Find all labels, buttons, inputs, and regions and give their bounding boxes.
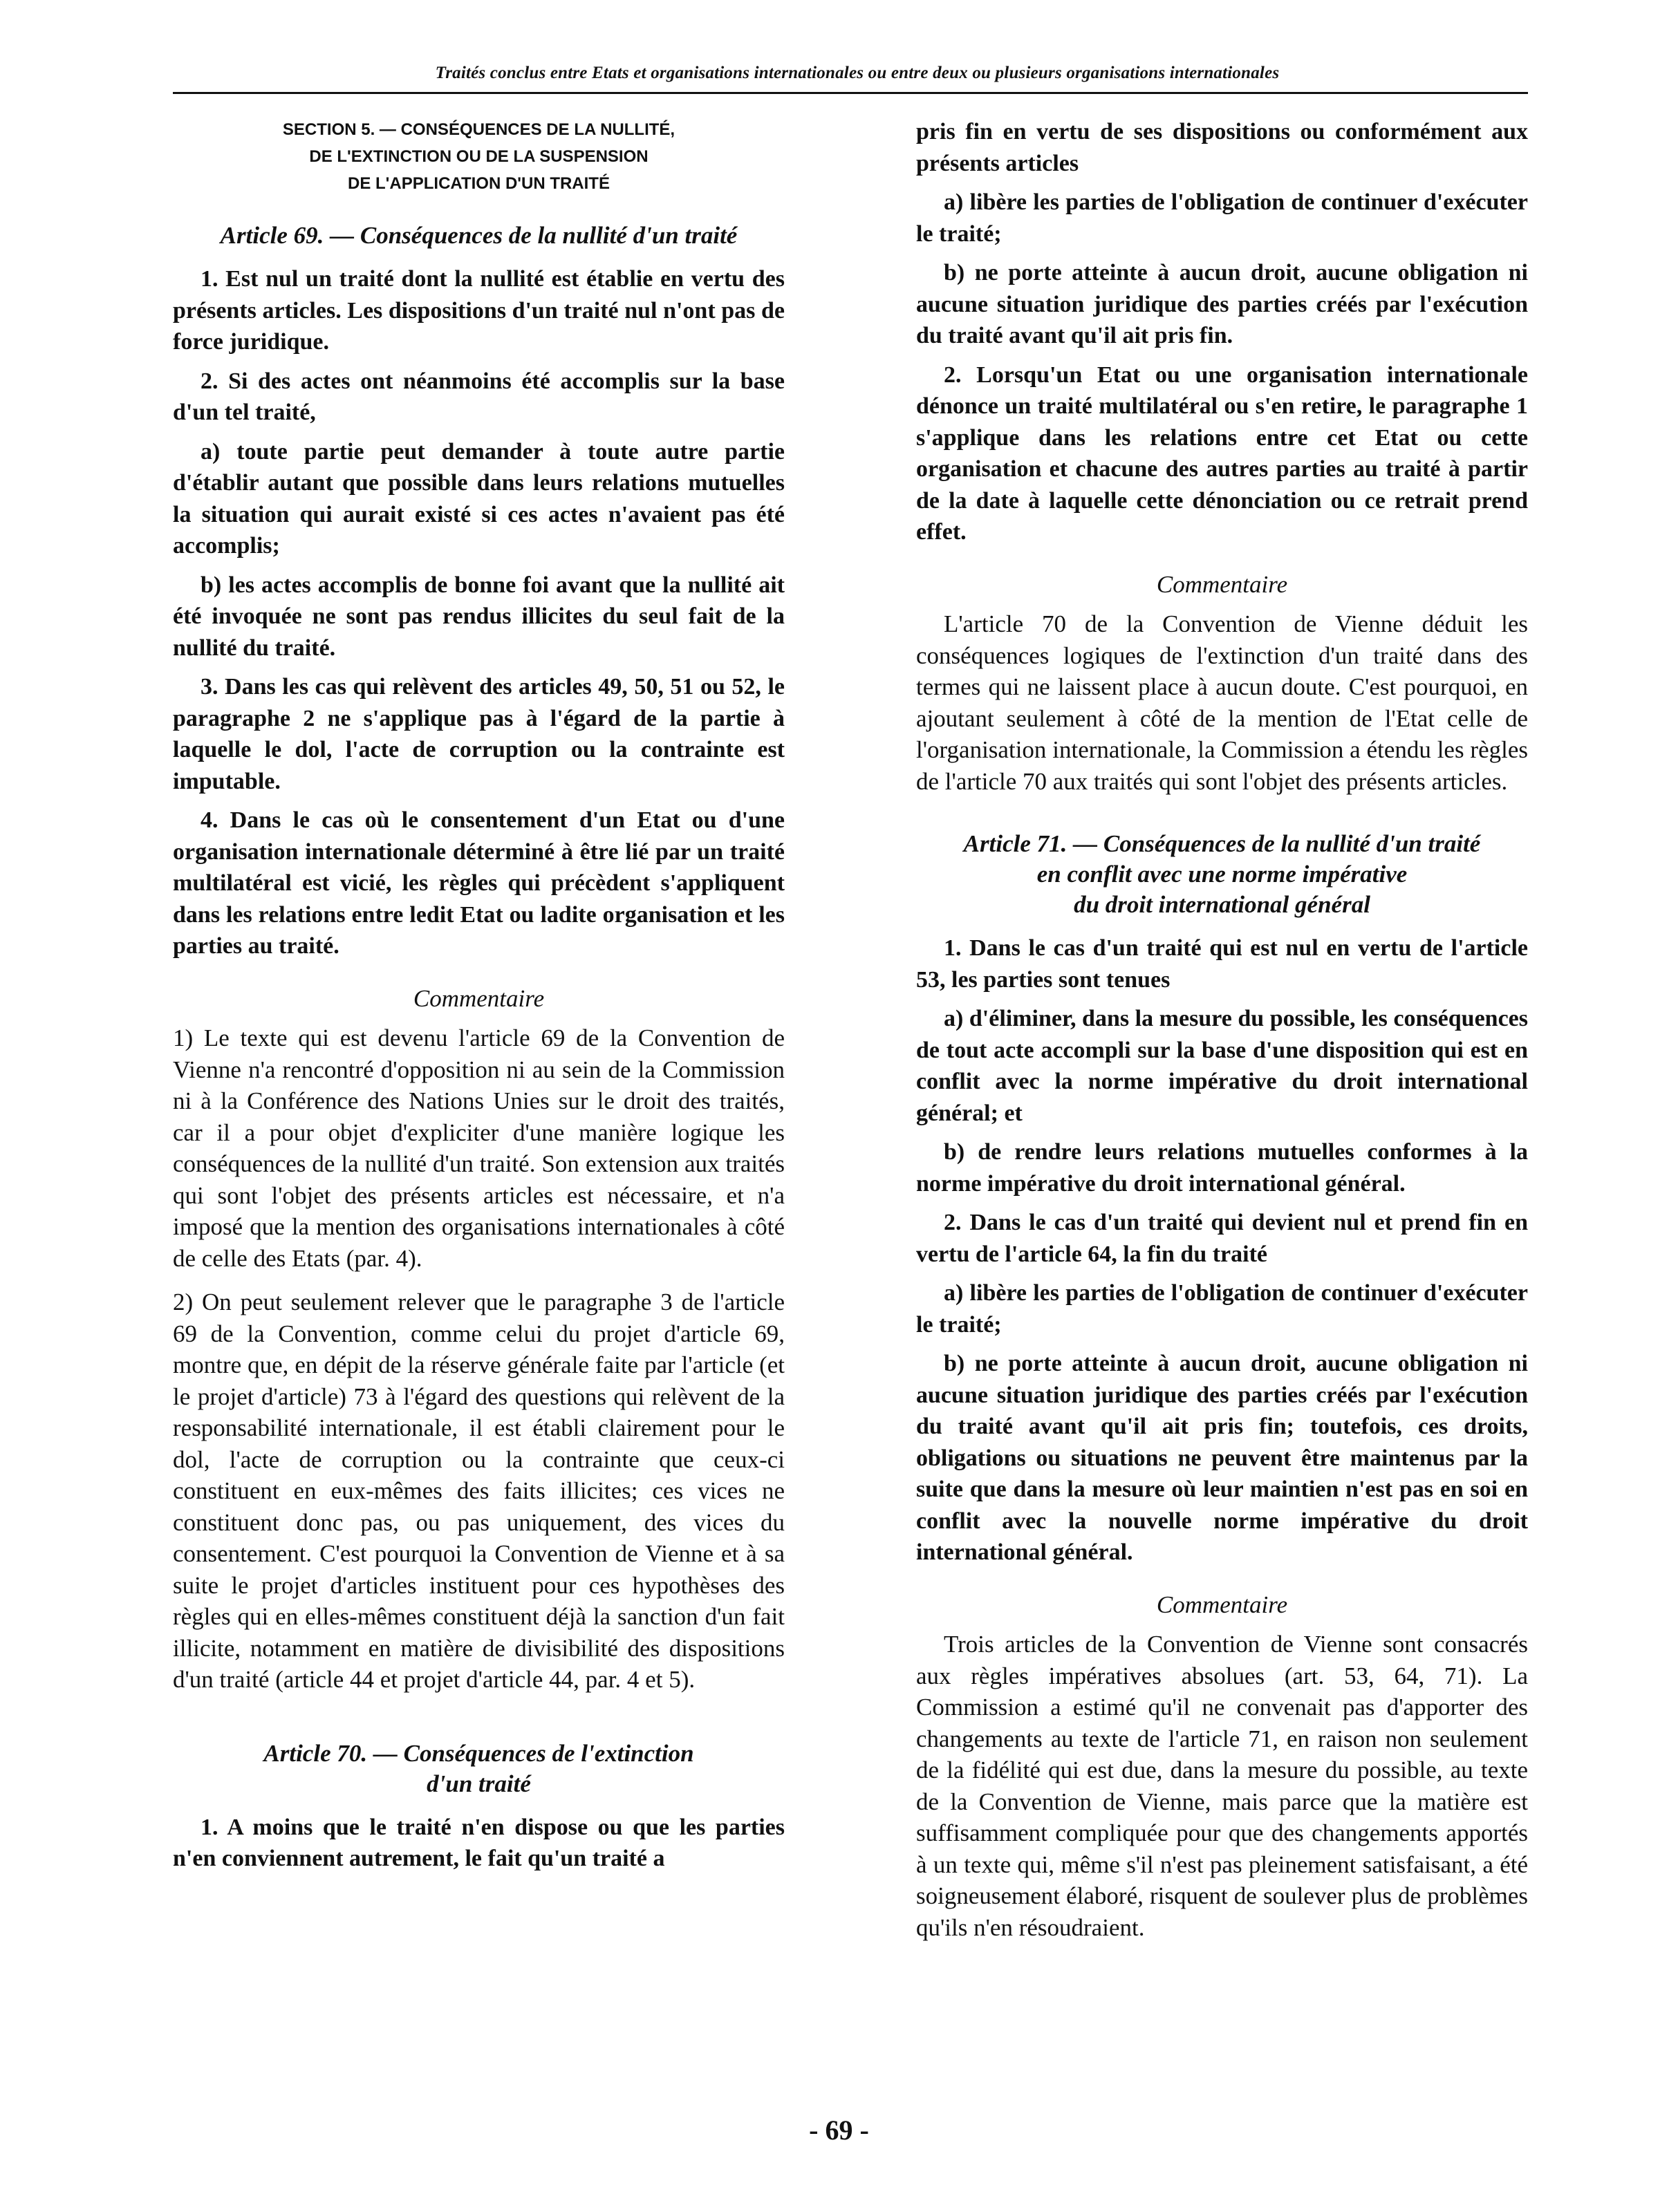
article-paragraph: b) ne porte atteinte à aucun droit, aucune obligation ni aucune situation juridique des parties créés par l'exécution du traité avant qu'il ait pris fin; toutefois, ces droits, obligations ou situations ne peuvent être maintenus par la suite que dans la mesure où leur maintien n'est pas en soi en conflit avec la nouvelle norme impérative du droit international général. bbox=[916, 1351, 1528, 1565]
article-paragraph: a) toute partie peut demander à toute autre partie d'établir autant que possible dans leurs relations mutuelles la situation qui aurait existé si ces actes n'avaient pas été accomplis; bbox=[173, 438, 785, 559]
running-header: Traités conclus entre Etats et organisations internationales ou entre deux ou plusieurs organisations internationales bbox=[435, 64, 1280, 82]
commentary-heading: Commentaire bbox=[1156, 1591, 1288, 1618]
article-paragraph: a) libère les parties de l'obligation de continuer d'exécuter le traité; bbox=[916, 1280, 1528, 1338]
article-71-title bbox=[916, 829, 1528, 920]
article-paragraph: 2. Dans le cas d'un traité qui devient nul et prend fin en vertu de l'article 64, la fin du traité bbox=[916, 1210, 1528, 1267]
commentary-paragraph: 1) Le texte qui est devenu l'article 69 de la Convention de Vienne n'a rencontré d'opposition ni au sein de la Commission ni à la Conférence des Nations Unies sur le droit des traités, car il a pour objet d'expliciter d'une manière logique les conséquences de la nullité d'un traité. Son extension aux traités qui sont l'objet des présents articles est nécessaire, et n'a imposé que la mention des organisations internationales à côté de celle des Etats (par. 4). bbox=[173, 1024, 785, 1272]
commentary-heading: Commentaire bbox=[413, 984, 545, 1012]
article-paragraph: 2. Si des actes ont néanmoins été accomplis sur la base d'un tel traité, bbox=[173, 368, 785, 425]
article-paragraph: 1. Est nul un traité dont la nullité est établie en vertu des présents articles. Les dispositions d'un traité nul n'ont pas de force juridique. bbox=[173, 266, 785, 355]
header-rule bbox=[173, 92, 1528, 94]
section-heading bbox=[173, 116, 785, 197]
article-paragraph: 3. Dans les cas qui relèvent des articles 49, 50, 51 ou 52, le paragraphe 2 ne s'applique pas à l'égard de la partie à laquelle le dol, l'acte de corruption ou la contrainte est imputable. bbox=[173, 674, 785, 794]
article-paragraph: b) de rendre leurs relations mutuelles conformes à la norme impérative du droit international général. bbox=[916, 1139, 1528, 1197]
commentary-paragraph: Trois articles de la Convention de Vienne sont consacrés aux règles impératives absolues (art. 53, 64, 71). La Commission a estimé qu'il ne convenait pas d'apporter des changements au texte de l'article 71, en raison non seulement de la fidélité qui est due, dans la mesure du possible, au texte de la Convention de Vienne, mais parce que la matière est suffisamment compliquée pour que des changements apportés à un texte qui, même s'il n'est pas pleinement satisfaisant, a été soigneusement élaboré, risquent de soulever plus de problèmes qu'ils n'en résoudraient. bbox=[916, 1631, 1528, 1941]
section-heading-line: DE L'EXTINCTION OU DE LA SUSPENSION bbox=[309, 147, 649, 166]
article-paragraph: a) libère les parties de l'obligation de continuer d'exécuter le traité; bbox=[916, 189, 1528, 247]
article-70-title-line: d'un traité bbox=[427, 1770, 531, 1797]
article-69-title: Article 69. — Conséquences de la nullité d'un traité bbox=[220, 222, 738, 249]
commentary-paragraph: L'article 70 de la Convention de Vienne déduit les conséquences logiques de l'extinction d'un traité dans des termes qui ne laissent place à aucun doute. C'est pourquoi, en ajoutant seulement à côté de la mention de l'Etat celle de l'organisation internationale, la Commission a étendu les règles de l'article 70 aux traités qui sont l'objet des présents articles. bbox=[916, 610, 1528, 795]
article-paragraph: b) les actes accomplis de bonne foi avant que la nullité ait été invoquée ne sont pas rendus illicites du seul fait de la nullité du traité. bbox=[173, 572, 785, 661]
right-column bbox=[916, 116, 1528, 1956]
commentary-paragraph: 2) On peut seulement relever que le paragraphe 3 de l'article 69 de la Convention, comme celui du projet d'article 69, montre que, en dépit de la réserve générale faite par l'article (et le projet d'article) 73 à l'égard des questions qui relèvent de la responsabilité internationale, il est établi clairement pour le dol, l'acte de corruption ou la contrainte que ceux-ci constituent en eux-mêmes des faits illicites; ces vices ne constituent donc pas, ou pas uniquement, des vices du consentement. C'est pourquoi la Convention de Vienne et à sa suite le projet d'articles instituent pour ces hypothèses des règles qui en elles-mêmes constituent déjà la sanction d'un fait illicite, notamment en matière de divisibilité des dispositions d'un traité (article 44 et projet d'article 44, par. 4 et 5). bbox=[173, 1288, 785, 1693]
article-70-title bbox=[173, 1738, 785, 1799]
article-paragraph: pris fin en vertu de ses dispositions ou conformément aux présents articles bbox=[916, 119, 1528, 176]
page-number: - 69 - bbox=[809, 2115, 869, 2146]
article-70-title-line: Article 70. — Conséquences de l'extinction bbox=[263, 1739, 694, 1767]
commentary-heading: Commentaire bbox=[1156, 570, 1288, 598]
article-paragraph: a) d'éliminer, dans la mesure du possible, les conséquences de tout acte accompli sur la base d'une disposition qui est en conflit avec la norme impérative du droit international général; et bbox=[916, 1006, 1528, 1126]
section-heading-line: SECTION 5. — CONSÉQUENCES DE LA NULLITÉ, bbox=[282, 120, 675, 139]
article-71-title-line: Article 71. — Conséquences de la nullité d'un traité bbox=[963, 830, 1481, 857]
article-paragraph: 4. Dans le cas où le consentement d'un Etat ou d'une organisation internationale déterminé à être lié par un traité multilatéral est vicié, les règles qui précèdent s'appliquent dans les relations entre ledit Etat ou ladite organisation et les parties au traité. bbox=[173, 807, 785, 959]
article-71-title-line: du droit international général bbox=[1074, 891, 1370, 918]
article-paragraph: 2. Lorsqu'un Etat ou une organisation internationale dénonce un traité multilatéral ou s'en retire, le paragraphe 1 s'applique dans les relations entre cet Etat ou cette organisation et chacune des autres parties au traité à partir de la date à laquelle cette dénonciation ou ce retrait prend effet. bbox=[916, 362, 1528, 545]
article-paragraph: 1. Dans le cas d'un traité qui est nul en vertu de l'article 53, les parties sont tenues bbox=[916, 935, 1528, 993]
article-paragraph: b) ne porte atteinte à aucun droit, aucune obligation ni aucune situation juridique des parties créés par l'exécution du traité avant qu'il ait pris fin. bbox=[916, 260, 1528, 348]
left-column bbox=[173, 116, 785, 1882]
article-paragraph: 1. A moins que le traité n'en dispose ou que les parties n'en conviennent autrement, le fait qu'un traité a bbox=[173, 1814, 785, 1871]
article-71-title-line: en conflit avec une norme impérative bbox=[1036, 861, 1408, 888]
section-heading-line: DE L'APPLICATION D'UN TRAITÉ bbox=[348, 174, 610, 193]
